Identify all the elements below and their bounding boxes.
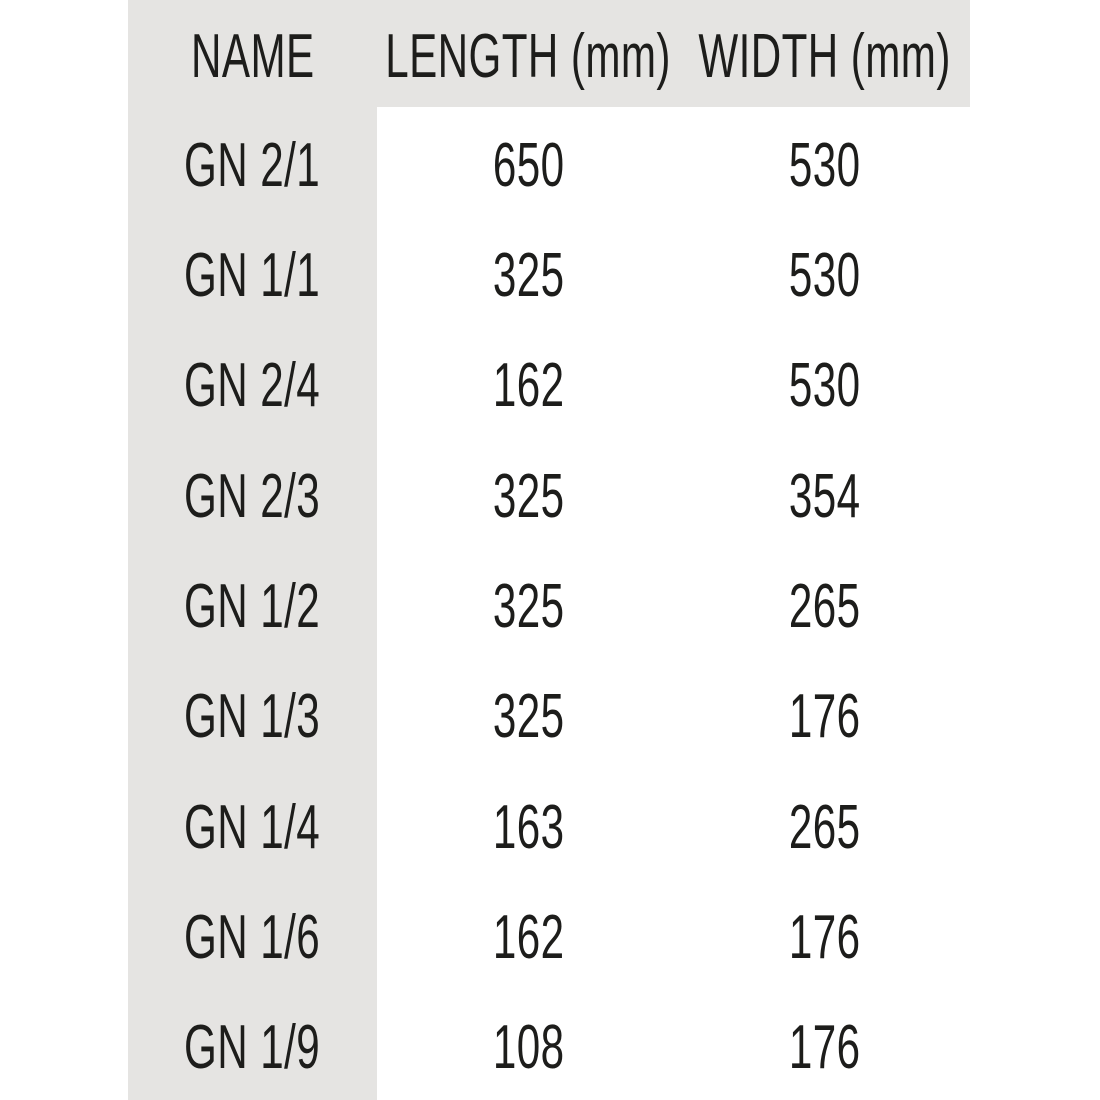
length-value: 325 bbox=[492, 461, 565, 531]
left-margin-spacer bbox=[0, 990, 128, 1100]
row-name-label: GN 1/9 bbox=[184, 1013, 321, 1083]
width-value: 176 bbox=[789, 902, 861, 972]
length-value: 108 bbox=[492, 1013, 565, 1083]
row-name-label: GN 2/1 bbox=[184, 130, 321, 200]
width-value: 265 bbox=[789, 792, 861, 862]
left-margin-spacer bbox=[0, 659, 128, 769]
width-value-cell bbox=[680, 769, 970, 879]
header-label-width: WIDTH (mm) bbox=[698, 22, 952, 91]
length-value: 162 bbox=[492, 351, 565, 421]
length-value-cell bbox=[377, 879, 680, 989]
length-value-cell bbox=[377, 217, 680, 327]
row-name-cell bbox=[128, 328, 377, 438]
width-value: 176 bbox=[789, 682, 861, 752]
row-name-cell bbox=[128, 217, 377, 327]
header-cell-width bbox=[680, 0, 970, 107]
row-name-cell bbox=[128, 990, 377, 1100]
width-value-cell bbox=[680, 328, 970, 438]
length-value: 325 bbox=[492, 571, 565, 641]
right-margin-spacer bbox=[970, 0, 1100, 107]
width-value-cell bbox=[680, 438, 970, 548]
width-value: 530 bbox=[789, 351, 861, 421]
right-margin-spacer bbox=[970, 217, 1100, 327]
right-margin-spacer bbox=[970, 879, 1100, 989]
row-name-cell bbox=[128, 769, 377, 879]
left-margin-spacer bbox=[0, 107, 128, 217]
right-margin-spacer bbox=[970, 769, 1100, 879]
length-value: 325 bbox=[492, 240, 565, 310]
width-value-cell bbox=[680, 548, 970, 658]
length-value-cell bbox=[377, 438, 680, 548]
width-value: 530 bbox=[789, 130, 861, 200]
row-name-label: GN 1/1 bbox=[184, 240, 321, 310]
width-value-cell bbox=[680, 990, 970, 1100]
row-name-label: GN 1/3 bbox=[184, 682, 321, 752]
left-margin-spacer bbox=[0, 879, 128, 989]
width-value-cell bbox=[680, 879, 970, 989]
length-value-cell bbox=[377, 659, 680, 769]
row-name-label: GN 1/4 bbox=[184, 792, 321, 862]
length-value: 325 bbox=[492, 682, 565, 752]
row-name-cell bbox=[128, 879, 377, 989]
left-margin-spacer bbox=[0, 769, 128, 879]
header-label-name: NAME bbox=[190, 22, 315, 91]
length-value: 650 bbox=[492, 130, 565, 200]
header-label-length: LENGTH (mm) bbox=[385, 22, 672, 91]
header-cell-name bbox=[128, 0, 377, 107]
width-value-cell bbox=[680, 217, 970, 327]
length-value: 163 bbox=[492, 792, 565, 862]
length-value-cell bbox=[377, 769, 680, 879]
row-name-label: GN 1/2 bbox=[184, 571, 321, 641]
left-margin-spacer bbox=[0, 438, 128, 548]
right-margin-spacer bbox=[970, 659, 1100, 769]
width-value: 265 bbox=[789, 571, 861, 641]
length-value: 162 bbox=[492, 902, 565, 972]
length-value-cell bbox=[377, 548, 680, 658]
length-value-cell bbox=[377, 990, 680, 1100]
width-value: 176 bbox=[789, 1013, 861, 1083]
left-margin-spacer bbox=[0, 548, 128, 658]
right-margin-spacer bbox=[970, 548, 1100, 658]
right-margin-spacer bbox=[970, 990, 1100, 1100]
row-name-label: GN 1/6 bbox=[184, 902, 321, 972]
row-name-label: GN 2/3 bbox=[184, 461, 321, 531]
left-margin-spacer bbox=[0, 0, 128, 107]
right-margin-spacer bbox=[970, 107, 1100, 217]
row-name-label: GN 2/4 bbox=[184, 351, 321, 421]
width-value-cell bbox=[680, 107, 970, 217]
left-margin-spacer bbox=[0, 217, 128, 327]
width-value: 354 bbox=[789, 461, 861, 531]
row-name-cell bbox=[128, 659, 377, 769]
width-value: 530 bbox=[789, 240, 861, 310]
length-value-cell bbox=[377, 328, 680, 438]
length-value-cell bbox=[377, 107, 680, 217]
row-name-cell bbox=[128, 107, 377, 217]
header-cell-length bbox=[377, 0, 680, 107]
row-name-cell bbox=[128, 548, 377, 658]
row-name-cell bbox=[128, 438, 377, 548]
width-value-cell bbox=[680, 659, 970, 769]
right-margin-spacer bbox=[970, 438, 1100, 548]
left-margin-spacer bbox=[0, 328, 128, 438]
right-margin-spacer bbox=[970, 328, 1100, 438]
